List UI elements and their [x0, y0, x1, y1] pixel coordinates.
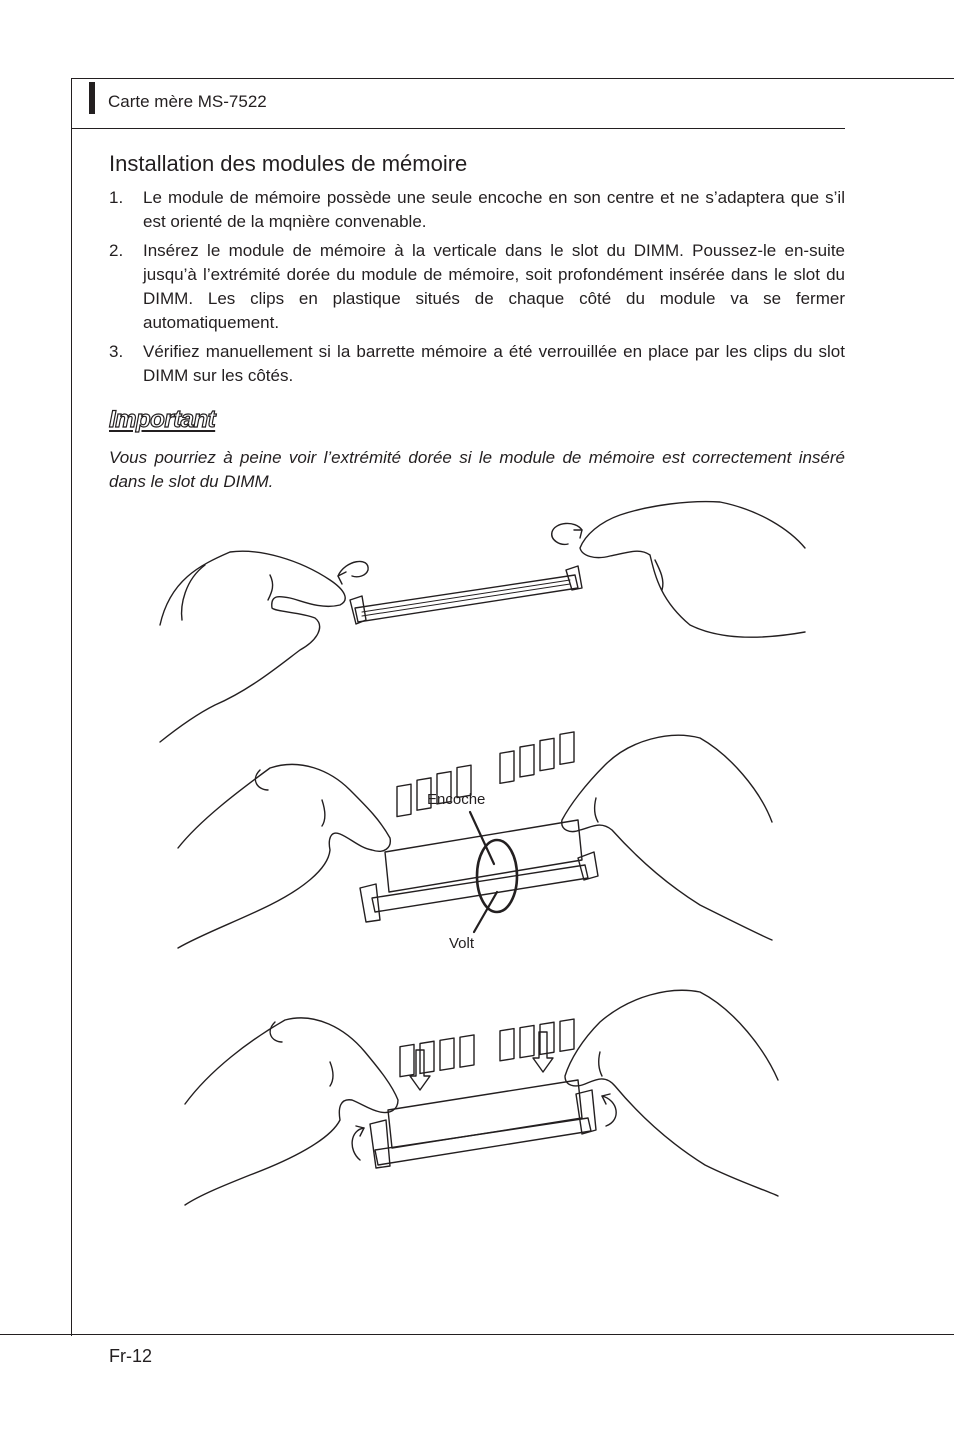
left-finger-crease — [330, 1062, 333, 1086]
step-text: Vérifiez manuellement si la barrette mémoire a été verrouillée en place par les clips du slot DIMM sur les côtés. — [143, 342, 845, 385]
memory-chip — [420, 1041, 434, 1073]
step1-open-clips-drawing — [160, 502, 805, 742]
header-underline — [72, 128, 845, 129]
step2-align-module-drawing — [178, 732, 772, 948]
right-hand-outline — [562, 735, 772, 940]
instruction-step — [109, 340, 845, 388]
right-slot-clip — [566, 566, 582, 590]
left-knuckle-line — [255, 770, 268, 790]
rotate-arrow-right — [552, 523, 582, 544]
left-slot-clip — [360, 884, 380, 922]
bottom-rule — [0, 1334, 954, 1335]
running-header: Carte mère MS-7522 — [108, 92, 267, 111]
memory-chip — [400, 1044, 414, 1076]
memory-chip — [560, 1019, 574, 1051]
memory-chip — [460, 1035, 474, 1067]
memory-module — [388, 1080, 582, 1148]
left-hand-outline — [160, 551, 345, 742]
step-number: 2. — [109, 241, 124, 260]
top-rule — [72, 78, 954, 79]
empty-dimm-slot — [355, 575, 578, 622]
left-hand-outline — [178, 764, 390, 948]
important-heading: Important — [109, 406, 216, 433]
dimm-slot — [372, 865, 588, 912]
step-text: Le module de mémoire possède une seule encoche en son centre et ne s’adaptera que s’il est orienté de la mqnière convenable. — [143, 188, 845, 231]
step-number: 3. — [109, 342, 124, 361]
slot-groove — [362, 584, 570, 616]
left-hand-back-line — [182, 565, 205, 620]
rotate-arrow-right-head — [574, 530, 582, 538]
notch-callout-label: Encoche — [427, 791, 486, 808]
left-finger-crease — [268, 575, 273, 600]
step-number: 1. — [109, 188, 124, 207]
step-text: Insérez le module de mémoire à la verticale dans le slot du DIMM. Poussez-le en-suite jusqu’à l’extrémité dorée du module de mémoire, soit profondément insérée dans le slot du DIMM. Les clips en plastique situés de chaque côté du module va se fermer automatiquement. — [143, 241, 845, 332]
memory-chip — [440, 1038, 454, 1070]
volt-callout-label: Volt — [449, 935, 475, 952]
slot-groove — [362, 580, 570, 612]
memory-chip — [560, 732, 574, 764]
instruction-step — [109, 239, 845, 335]
left-hand-outline — [185, 1018, 398, 1205]
instruction-list — [109, 186, 845, 393]
left-slot-clip — [370, 1120, 390, 1168]
memory-chip — [500, 1029, 514, 1061]
right-finger-crease — [599, 1052, 602, 1076]
right-hand-outline — [565, 990, 778, 1196]
instruction-step — [109, 186, 845, 234]
header-marker-bar — [89, 82, 95, 114]
memory-chip — [520, 1025, 534, 1057]
push-down-arrow-icon — [533, 1032, 553, 1072]
memory-chip — [397, 784, 411, 816]
right-slot-clip — [576, 1090, 596, 1134]
step3-push-module-drawing — [185, 990, 778, 1205]
memory-chip — [500, 751, 514, 783]
dimm-installation-illustration — [0, 490, 954, 1220]
memory-chip — [520, 745, 534, 777]
important-note: Vous pourriez à peine voir l’extrémité dorée si le module de mémoire est correctement inséré dans le slot du DIMM. — [109, 448, 845, 491]
page-number: Fr-12 — [109, 1346, 153, 1366]
section-title: Installation des modules de mémoire — [109, 151, 468, 176]
dimm-slot — [375, 1118, 591, 1165]
memory-chip — [540, 738, 554, 770]
right-finger-crease — [595, 798, 598, 822]
right-hand-outline — [580, 502, 805, 638]
left-finger-crease — [322, 800, 325, 826]
